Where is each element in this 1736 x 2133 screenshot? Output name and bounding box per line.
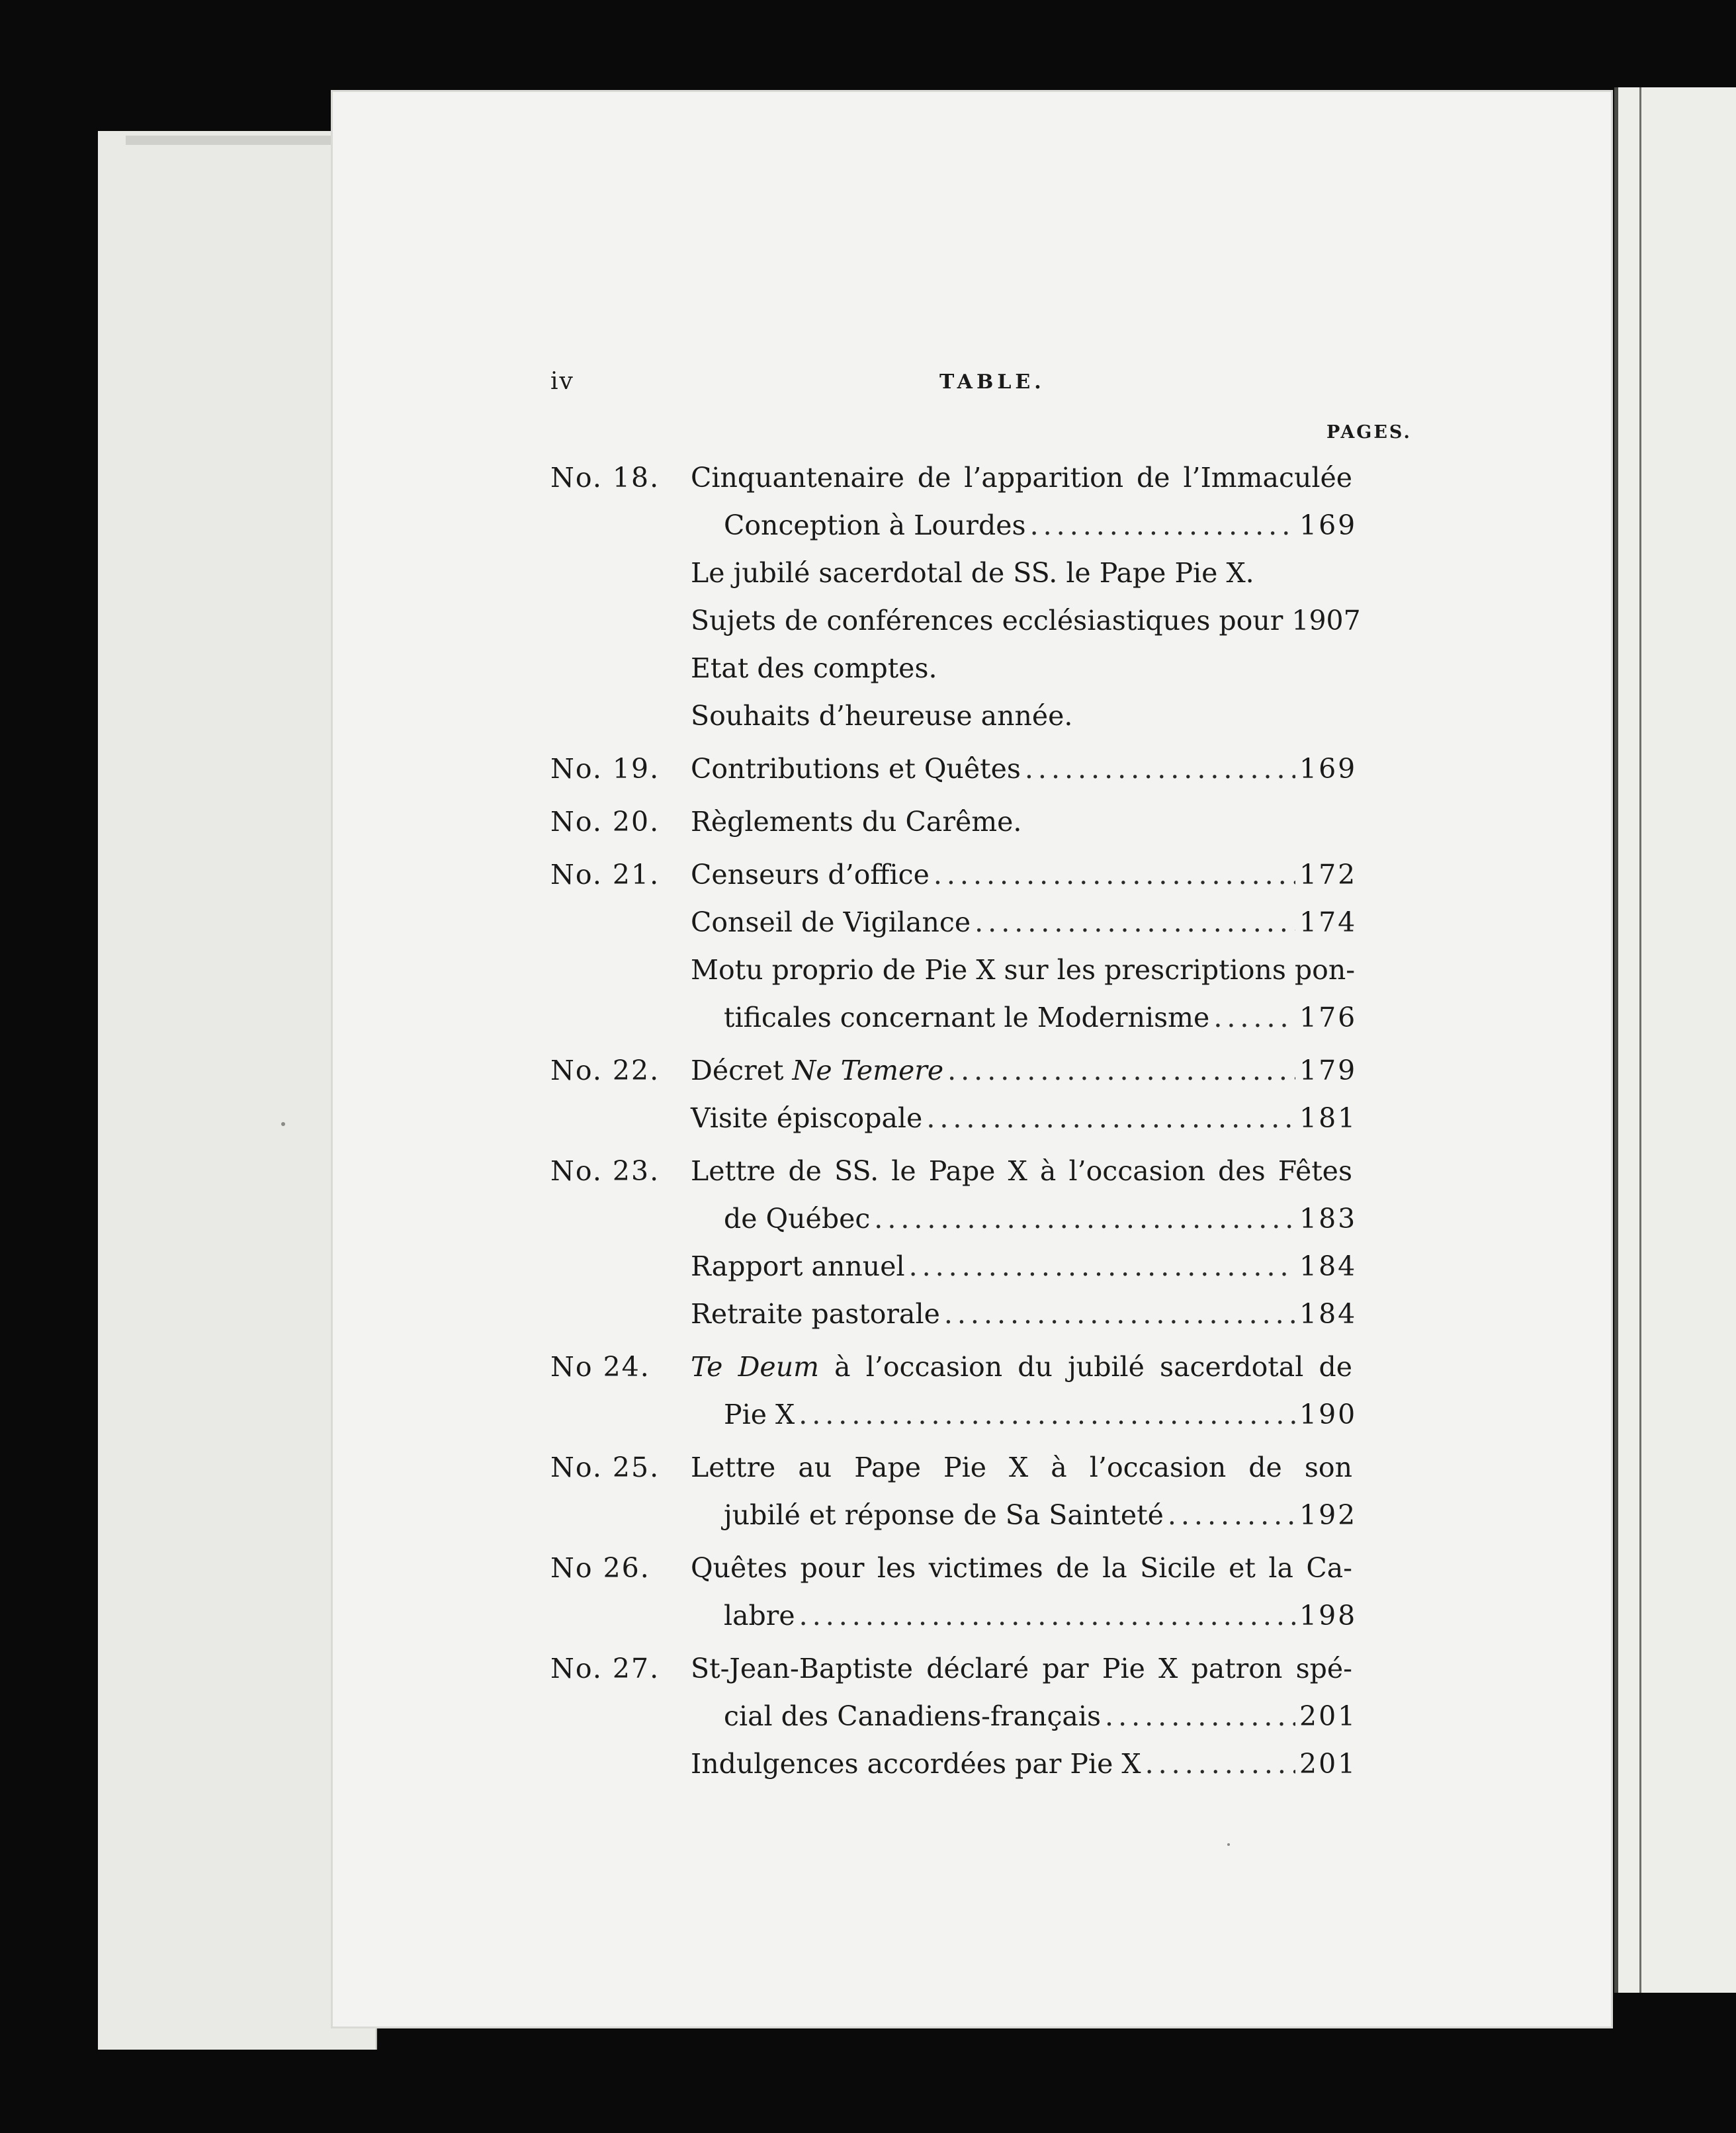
entry-title <box>724 1195 870 1242</box>
toc-group <box>550 1147 1576 1338</box>
entry-title <box>691 1290 940 1338</box>
toc-group <box>550 1444 1576 1539</box>
toc-entry <box>691 898 1358 946</box>
toc-entries <box>691 1147 1358 1338</box>
entry-line <box>691 1592 1358 1639</box>
entry-title-text: Retraite pastorale <box>691 1298 940 1330</box>
page-number: 176 <box>1299 1002 1358 1033</box>
toc-entry <box>691 946 1358 1041</box>
toc-entries <box>691 851 1358 1041</box>
entry-title <box>691 1544 1352 1592</box>
entry-title-text: Indulgences accordées par Pie X <box>691 1748 1141 1780</box>
leader-dots <box>975 898 1295 946</box>
leader-dots <box>1025 745 1295 793</box>
page-number: 169 <box>1299 509 1358 541</box>
leader-dots <box>799 1391 1295 1438</box>
leader-dots <box>909 1242 1295 1290</box>
toc-entries <box>691 1343 1358 1438</box>
scanned-page <box>331 90 1613 2028</box>
toc-group <box>550 1343 1576 1438</box>
entry-title-text: de Québec <box>724 1203 871 1235</box>
entry-title <box>691 898 971 946</box>
entry-title-text: Rapport annuel <box>691 1250 905 1282</box>
page-folio: iv <box>550 368 574 395</box>
page-number: 183 <box>1299 1203 1358 1235</box>
entry-line <box>691 1242 1358 1290</box>
toc-entries <box>691 1645 1358 1788</box>
entry-title <box>691 1147 1352 1195</box>
leader-dots <box>926 1094 1295 1142</box>
entry-title <box>724 1491 1164 1539</box>
toc-entry <box>691 549 1352 597</box>
entry-title-text: Lettre de SS. le Pape X à l’occasion des Fêtes <box>691 1155 1352 1187</box>
entry-line <box>691 851 1358 898</box>
toc-entries <box>691 1444 1358 1539</box>
toc-entry <box>691 798 1352 846</box>
entry-title <box>691 1242 905 1290</box>
entry-title <box>691 692 1072 740</box>
leader-dots <box>947 1047 1295 1094</box>
toc-entry <box>691 1343 1358 1438</box>
page-number: 184 <box>1299 1298 1358 1330</box>
entry-title <box>691 946 1355 994</box>
entry-line <box>691 1195 1358 1242</box>
entry-title-text: Sujets de conférences ecclésiastiques pour 1907 <box>691 605 1361 636</box>
toc-group <box>550 1645 1576 1788</box>
entry-title <box>691 597 1361 644</box>
pages-column-label: PAGES. <box>1326 422 1412 443</box>
toc-entry <box>691 1242 1358 1290</box>
entry-title-text: St-Jean-Baptiste déclaré par Pie X patron spé- <box>691 1653 1352 1684</box>
entry-title-text: Cinquantenaire de l’apparition de l’Immaculée <box>691 462 1352 494</box>
toc-entry <box>691 454 1358 549</box>
entry-title <box>691 1444 1352 1491</box>
entry-line <box>691 745 1358 793</box>
entry-line <box>691 1740 1358 1788</box>
entry-title-text: Pie X <box>724 1399 795 1430</box>
entry-line <box>691 454 1352 501</box>
entry-line <box>691 1544 1352 1592</box>
entry-title <box>691 851 930 898</box>
entry-line <box>691 501 1358 549</box>
entry-line <box>691 898 1358 946</box>
running-title: TABLE. <box>939 370 1045 394</box>
entry-title <box>691 798 1021 846</box>
mandement-number: No. 23. <box>550 1155 660 1187</box>
toc-entry <box>691 692 1352 740</box>
mandement-number: No. 22. <box>550 1055 660 1086</box>
mandement-number: No. 19. <box>550 753 660 785</box>
toc-entry <box>691 851 1358 898</box>
entry-title-text: Le jubilé sacerdotal de SS. le Pape Pie X. <box>691 557 1254 589</box>
entry-title-text: Quêtes pour les victimes de la Sicile et la Ca- <box>691 1552 1352 1584</box>
entry-line <box>691 798 1352 846</box>
entry-line <box>691 597 1361 644</box>
entry-line <box>691 994 1358 1041</box>
page-number: 181 <box>1299 1102 1358 1134</box>
leader-dots <box>1030 501 1295 549</box>
mandement-number: No. 21. <box>550 859 660 891</box>
toc-group <box>550 1544 1576 1639</box>
entry-title-text: tificales concernant le Modernisme <box>724 1002 1210 1033</box>
leader-dots <box>1168 1491 1295 1539</box>
entry-line <box>691 1692 1358 1740</box>
entry-title <box>691 1740 1141 1788</box>
toc-entry <box>691 597 1361 644</box>
entry-title-italic: Te Deum <box>691 1351 819 1383</box>
entry-title <box>691 745 1021 793</box>
facing-page-edge <box>1614 87 1736 1993</box>
entry-title-text: Contributions et Quêtes <box>691 753 1021 785</box>
entry-line <box>691 1444 1352 1491</box>
entry-line <box>691 1645 1352 1692</box>
entry-title-text: Conception à Lourdes <box>724 509 1026 541</box>
entry-line <box>691 644 1352 692</box>
entry-line <box>691 1491 1358 1539</box>
entry-line <box>691 549 1352 597</box>
mandement-number: No 26. <box>550 1552 650 1584</box>
entry-title-text: jubilé et réponse de Sa Sainteté <box>724 1499 1164 1531</box>
mandement-number: No. 27. <box>550 1653 660 1684</box>
page-number: 198 <box>1299 1600 1358 1632</box>
toc-entry <box>691 644 1352 692</box>
page-number: 179 <box>1299 1055 1358 1086</box>
leader-dots <box>874 1195 1295 1242</box>
entry-title <box>691 1047 943 1094</box>
entry-title-text: cial des Canadiens-français <box>724 1700 1102 1732</box>
entry-title-text: Lettre au Pape Pie X à l’occasion de son <box>691 1452 1352 1483</box>
toc-entry <box>691 1290 1358 1338</box>
toc-entry <box>691 1147 1358 1242</box>
table-of-contents <box>550 454 1576 1793</box>
entry-line <box>691 1391 1358 1438</box>
page-gutter-line <box>1639 87 1641 1993</box>
page-number: 201 <box>1299 1700 1358 1732</box>
cover-edge <box>126 136 344 145</box>
toc-group <box>550 798 1576 846</box>
toc-entry <box>691 1544 1358 1639</box>
page-number: 184 <box>1299 1250 1358 1282</box>
entry-title-text: Règlements du Carême. <box>691 806 1022 838</box>
entry-title-prefix: Décret <box>691 1055 793 1086</box>
leader-dots <box>1145 1740 1295 1788</box>
entry-line <box>691 1147 1352 1195</box>
entry-line <box>691 1047 1358 1094</box>
page-number: 192 <box>1299 1499 1358 1531</box>
mandement-number: No. 18. <box>550 462 660 494</box>
entry-title-text: à l’occasion du jubilé sacerdotal de <box>818 1351 1352 1383</box>
entry-title <box>724 1391 795 1438</box>
toc-group <box>550 1047 1576 1142</box>
entry-title <box>691 454 1352 501</box>
page-number: 201 <box>1299 1748 1358 1780</box>
toc-entries <box>691 454 1361 740</box>
mandement-number: No. 25. <box>550 1452 660 1483</box>
page-number: 190 <box>1299 1399 1358 1430</box>
entry-title-text: Visite épiscopale <box>691 1102 923 1134</box>
page-number: 169 <box>1299 753 1358 785</box>
page-number: 174 <box>1299 906 1358 938</box>
toc-entry <box>691 1645 1358 1740</box>
entry-line <box>691 1343 1352 1391</box>
entry-title <box>724 501 1026 549</box>
toc-entry <box>691 1047 1358 1094</box>
toc-entry <box>691 1444 1358 1539</box>
mandement-number: No 24. <box>550 1351 650 1383</box>
scan-speck <box>1227 1843 1230 1846</box>
leader-dots <box>944 1290 1295 1338</box>
page-number: 172 <box>1299 859 1358 891</box>
entry-title <box>691 1645 1352 1692</box>
leader-dots <box>933 851 1295 898</box>
entry-title <box>691 549 1254 597</box>
entry-line <box>691 1094 1358 1142</box>
entry-title <box>691 1094 922 1142</box>
toc-group <box>550 851 1576 1041</box>
leader-dots <box>799 1592 1295 1639</box>
entry-line <box>691 1290 1358 1338</box>
entry-title <box>691 644 937 692</box>
entry-title <box>724 994 1209 1041</box>
entry-title-text: Motu proprio de Pie X sur les prescriptions pon- <box>691 954 1356 986</box>
toc-group <box>550 454 1576 740</box>
mandement-number: No. 20. <box>550 806 660 838</box>
toc-entry <box>691 1740 1358 1788</box>
leader-dots <box>1105 1692 1295 1740</box>
entry-line <box>691 692 1352 740</box>
scan-speck <box>281 1122 285 1126</box>
entry-title <box>724 1692 1101 1740</box>
toc-entries <box>691 1544 1358 1639</box>
entry-title-italic: Ne Temere <box>792 1055 944 1086</box>
toc-entries <box>691 798 1352 846</box>
entry-title <box>724 1592 795 1639</box>
entry-title-text: Conseil de Vigilance <box>691 906 971 938</box>
entry-title-text: labre <box>724 1600 795 1632</box>
entry-line <box>691 946 1356 994</box>
toc-entry <box>691 745 1358 793</box>
entry-title <box>691 1343 1352 1391</box>
toc-entries <box>691 1047 1358 1142</box>
entry-title-text: Souhaits d’heureuse année. <box>691 700 1073 732</box>
toc-group <box>550 745 1576 793</box>
toc-entry <box>691 1094 1358 1142</box>
toc-entries <box>691 745 1358 793</box>
leader-dots <box>1213 994 1295 1041</box>
entry-title-text: Etat des comptes. <box>691 652 937 684</box>
entry-title-text: Censeurs d’office <box>691 859 930 891</box>
